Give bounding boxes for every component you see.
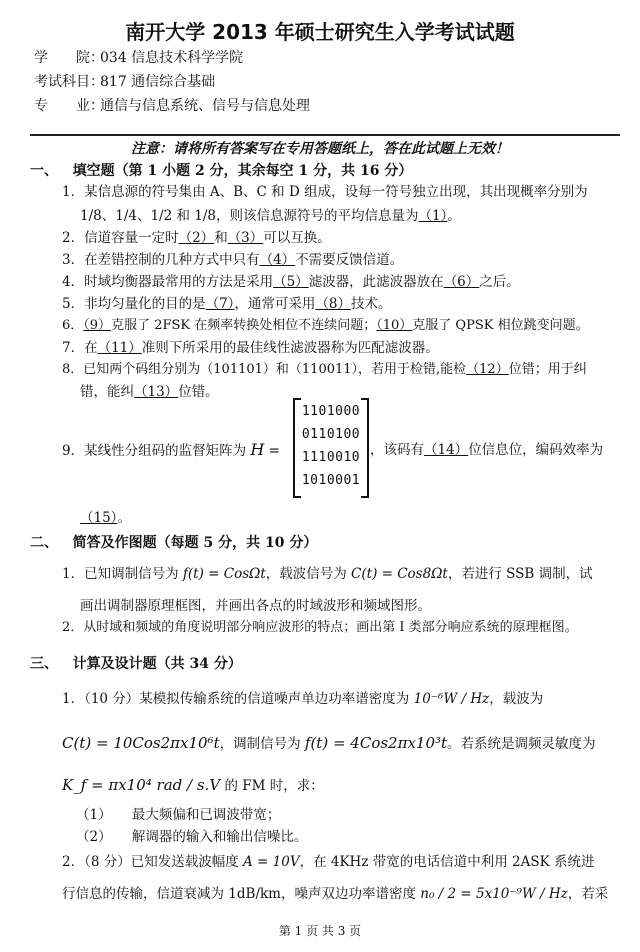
- q3-2-end: ，在 4KHz 带宽的电话信道中利用 2ASK 系统进: [299, 854, 595, 870]
- q3-1-end2: 。若系统是调频灵敏度为: [447, 736, 596, 752]
- section-1-number: 一、: [30, 163, 58, 179]
- q3-2b-end: ，若采: [567, 886, 609, 902]
- section-1-heading: [30, 160, 412, 180]
- q1-9-tail: [370, 441, 603, 459]
- matrix-row: 1010001: [301, 473, 361, 488]
- blank-12: （12）: [466, 362, 509, 377]
- q1-2-end: 可以互换。: [263, 230, 331, 246]
- q1-2-text: 2．信道容量一定时: [62, 230, 179, 246]
- q1-5: [62, 295, 392, 313]
- page-number: 第 1 页 共 3 页: [278, 924, 362, 938]
- blank-9: （9）: [83, 318, 112, 333]
- noise-density-formula: n₀ / 2 = 5x10⁻⁹W / Hz: [420, 886, 568, 902]
- blank-7: （7）: [205, 296, 235, 312]
- q1-2-mid: 和: [214, 230, 228, 246]
- q1-4-mid: 滤波器，此滤波器放在: [308, 274, 444, 290]
- section-3-heading: [30, 653, 242, 673]
- q3-1-line-c: [62, 776, 324, 795]
- q1-7-text: 7．在: [62, 340, 98, 356]
- q1-1-line-a: 1．某信息源的符号集由 A、B、C 和 D 组成，设每一符号独立出现，其出现概率分别为: [62, 184, 588, 200]
- q1-1-line-b: [80, 207, 461, 225]
- q1-8b-end: 位错。: [178, 384, 219, 400]
- q3-1-fm: 的 FM 时，求：: [220, 778, 324, 794]
- matrix-bracket-cap: [361, 496, 369, 498]
- q1-3: [62, 251, 403, 269]
- q3-2-line-b: [62, 885, 608, 903]
- header-college: [34, 48, 243, 68]
- q3-1-line-a: [62, 690, 543, 708]
- q1-5-mid: ，通常可采用: [234, 296, 316, 312]
- q1-3-end: 不需要反馈信道。: [295, 252, 404, 268]
- q1-1-text: 1/8、1/4、1/2 和 1/8，则该信息源符号的平均信息量为: [80, 208, 419, 224]
- q3-1-text: 1．（10 分）某模拟传输系统的信道噪声单边功率谱密度为: [62, 691, 414, 707]
- q1-6-num: 6．: [62, 318, 84, 333]
- matrix-bracket-cap: [361, 398, 369, 400]
- exam-notice: 注意：请将所有答案写在专用答题纸上，答在此试题上无效！: [131, 141, 509, 157]
- q1-4-text: 4．时域均衡器最常用的方法是采用: [62, 274, 274, 290]
- blank-5: （5）: [273, 274, 309, 290]
- q2-1-line-a: [62, 565, 593, 583]
- matrix-bracket-cap: [293, 398, 301, 400]
- header-subject-label: 考试科目：: [34, 74, 104, 90]
- q1-9-line-b: [80, 509, 131, 527]
- section-3-title: 计算及设计题（共 34 分）: [72, 656, 242, 672]
- q1-4-end: 之后。: [479, 274, 520, 290]
- q1-4: [62, 273, 520, 291]
- blank-2: （2）: [178, 230, 215, 246]
- q1-5-end: 技术。: [351, 296, 392, 312]
- blank-11: （11）: [97, 340, 142, 356]
- matrix-symbol: H: [250, 440, 265, 459]
- q1-9-end: 位信息位，编码效率为: [468, 442, 604, 458]
- matrix-bracket-cap: [293, 496, 301, 498]
- blank-15: （15）: [80, 510, 118, 526]
- q1-7: [62, 339, 439, 357]
- header-major: [34, 96, 310, 116]
- blank-13: （13）: [134, 384, 179, 400]
- section-2-number: 二、: [30, 535, 58, 551]
- q1-2: [62, 229, 331, 247]
- blank-1: （1）: [418, 208, 448, 224]
- q3-2b-text: 行信息的传输，信道衰减为 1dB/km，噪声双边功率谱密度: [62, 886, 421, 902]
- modulating-formula: f(t) = 4Cos2πx10³t: [304, 734, 448, 752]
- q1-8-mid: 位错；用于纠: [508, 362, 587, 377]
- header-major-value: 通信与信息系统、信号与信息处理: [100, 98, 310, 114]
- q1-3-text: 3．在差错控制的几种方式中只有: [62, 252, 260, 268]
- q1-9-lead: [62, 441, 280, 460]
- q1-5-text: 5．非均匀量化的目的是: [62, 296, 206, 312]
- q1-6: [62, 317, 589, 335]
- header-subject-value: 817 通信综合基础: [100, 74, 216, 90]
- q1-9-mid: ，该码有: [370, 442, 424, 458]
- q2-2: 2．从时域和频域的角度说明部分响应波形的特点；画出第 I 类部分响应系统的原理框图。: [62, 620, 578, 635]
- parity-check-matrix: [293, 400, 369, 496]
- blank-6: （6）: [443, 274, 480, 290]
- q3-2-text: 2．（8 分）已知发送载波幅度: [62, 854, 244, 870]
- q1-8-text: 8．已知两个码组分别为（101101）和（110011），若用于检错,能检: [62, 362, 467, 377]
- q3-1-end: ，载波为: [489, 691, 544, 707]
- q2-1-text: 1．已知调制信号为: [62, 566, 183, 582]
- matrix-row: 1101000: [301, 404, 361, 419]
- carrier-signal-formula: C(t) = Cos8Ωt: [351, 566, 448, 582]
- q1-9-text: 9．某线性分组码的监督矩阵为: [62, 443, 251, 459]
- section-3-number: 三、: [30, 656, 58, 672]
- q3-1-line-b: [62, 734, 596, 753]
- header-college-label: 学 院：: [34, 50, 104, 66]
- section-2-title: 简答及作图题（每题 5 分，共 10 分）: [72, 535, 318, 551]
- header-college-value: 034 信息技术科学学院: [100, 50, 244, 66]
- blank-3: （3）: [227, 230, 264, 246]
- q2-1-mid: ，载波信号为: [265, 566, 352, 582]
- noise-psd-formula: 10⁻⁶W / Hz: [413, 691, 490, 707]
- q1-9b-end: 。: [117, 510, 131, 526]
- q3-1-sub-2: （2） 解调器的输入和输出信噪比。: [76, 829, 308, 845]
- header-subject: [34, 72, 215, 92]
- q2-1-end: ，若进行 SSB 调制，试: [447, 566, 593, 582]
- equals-sign: =: [264, 443, 280, 459]
- matrix-row: 0110100: [301, 427, 361, 442]
- q3-1-mid: ，调制信号为: [219, 736, 305, 752]
- blank-8: （8）: [315, 296, 352, 312]
- q3-1-sub-1: （1） 最大频偏和已调波带宽；: [76, 807, 281, 823]
- q1-6-mid: 克服了 2FSK 在频率转换处相位不连续问题；: [111, 318, 377, 333]
- matrix-row: 1110010: [301, 450, 361, 465]
- blank-4: （4）: [259, 252, 296, 268]
- modulating-signal-formula: f(t) = CosΩt: [182, 566, 266, 582]
- q1-6-end: 克服了 QPSK 相位跳变问题。: [412, 318, 589, 333]
- section-2-heading: [30, 532, 317, 552]
- q1-7-end: 准则下所采用的最佳线性滤波器称为匹配滤波器。: [141, 340, 439, 356]
- q1-8-line-a: [62, 361, 587, 379]
- q1-1-end: 。: [447, 208, 461, 224]
- divider-line: [30, 134, 620, 136]
- q3-2-line-a: [62, 853, 595, 871]
- blank-14: （14）: [424, 442, 469, 458]
- page-title: 南开大学 2013 年硕士研究生入学考试试题: [125, 20, 515, 44]
- q1-8-line-b: [80, 383, 219, 401]
- q2-1-line-b: 画出调制器原理框图，并画出各点的时域波形和频域图形。: [80, 598, 431, 614]
- carrier-formula: C(t) = 10Cos2πx10⁶t: [62, 734, 220, 752]
- section-1-title: 填空题（第 1 小题 2 分，其余每空 1 分，共 16 分）: [72, 163, 413, 179]
- blank-10: （10）: [376, 318, 413, 333]
- q1-8b-text: 错，能纠: [80, 384, 134, 400]
- header-major-label: 专 业：: [34, 98, 104, 114]
- amplitude-formula: A = 10V: [243, 854, 300, 870]
- sensitivity-formula: K_f = πx10⁴ rad / s.V: [62, 776, 221, 794]
